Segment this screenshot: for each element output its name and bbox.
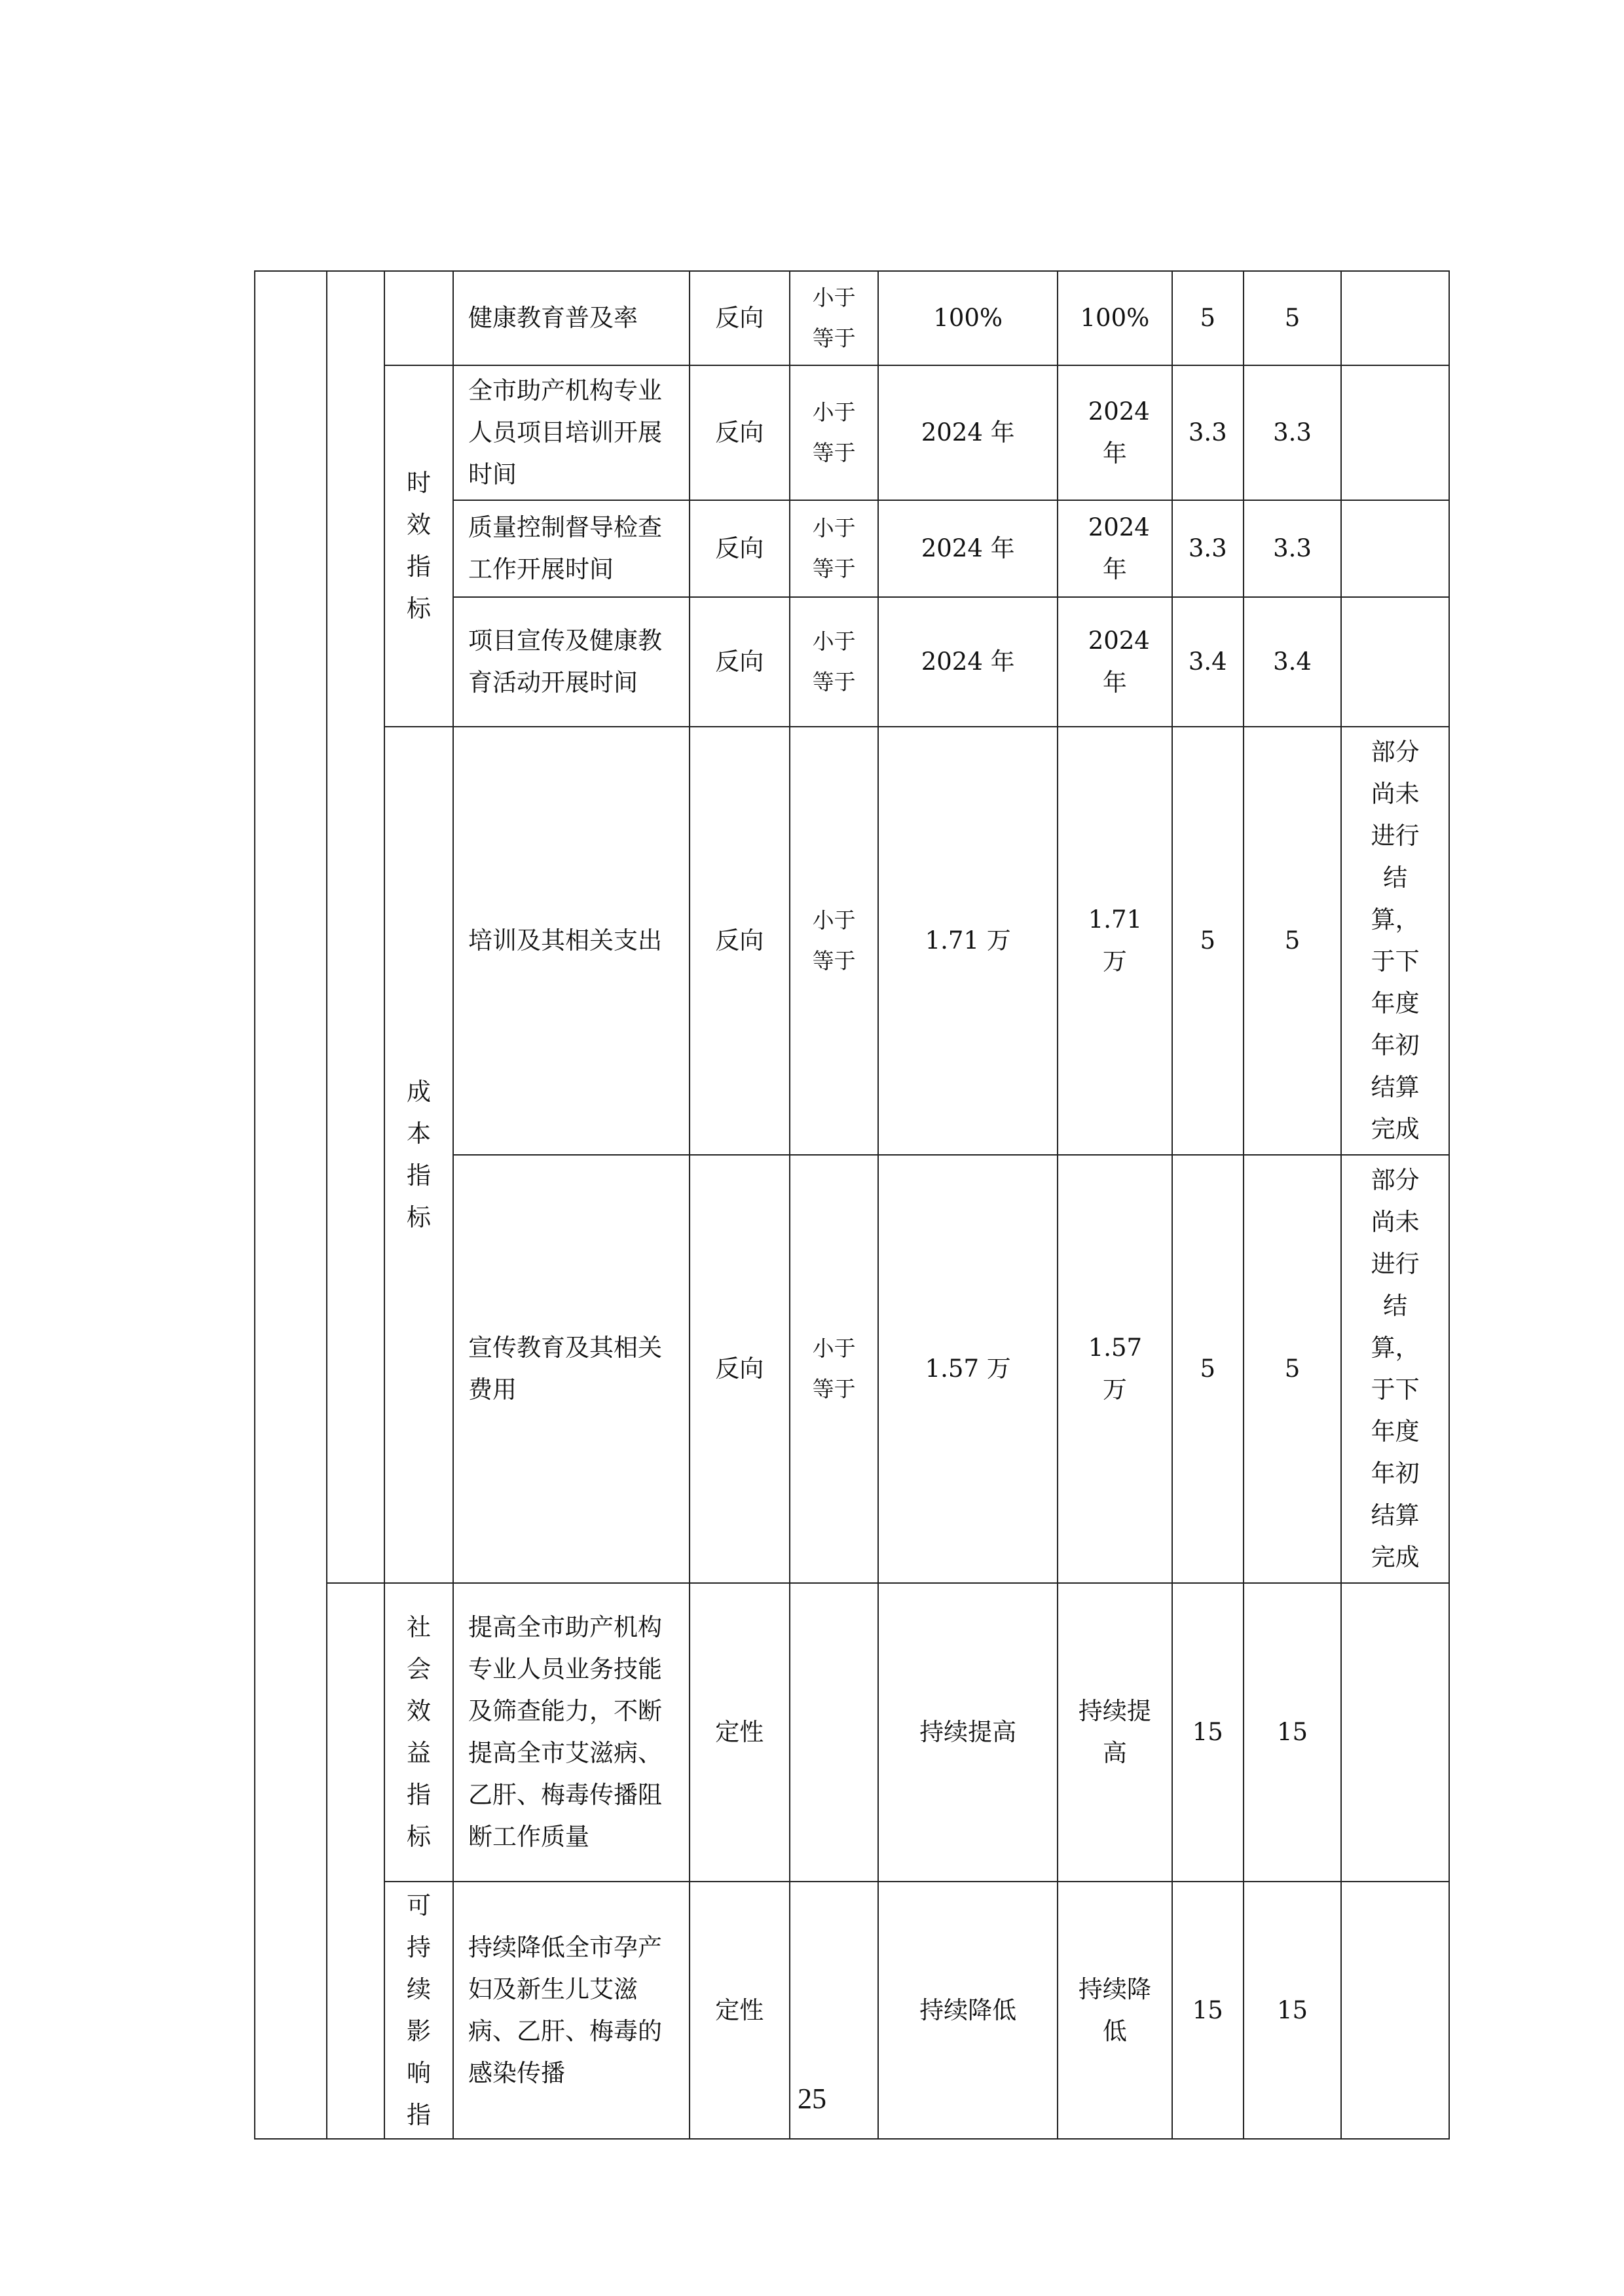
note-cell: [1341, 500, 1449, 597]
indicator-cell: 全市助产机构专业人员项目培训开展时间: [453, 365, 690, 500]
direction-cell: 反向: [690, 500, 790, 597]
level2-cell: [327, 1583, 384, 2139]
target-cell: 持续降低: [878, 1882, 1058, 2139]
actual-cell: 2024 年: [1058, 597, 1172, 727]
weight-cell: 3.4: [1172, 597, 1244, 727]
table-row: [255, 1583, 1449, 1882]
operator-cell: 小于等于: [790, 727, 878, 1155]
level3-cell: [384, 271, 453, 365]
category-cost: 成本指标: [384, 727, 453, 1583]
operator-cell: 小于等于: [790, 271, 878, 365]
performance-indicator-table: [254, 270, 1450, 2140]
target-cell: 1.71 万: [878, 727, 1058, 1155]
score-cell: 15: [1244, 1882, 1341, 2139]
note-cell: [1341, 271, 1449, 365]
score-cell: 15: [1244, 1583, 1341, 1882]
operator-cell: 小于等于: [790, 365, 878, 500]
indicator-cell: 宣传教育及其相关费用: [453, 1155, 690, 1583]
page-number: 25: [798, 2083, 826, 2115]
category-sustainable: 可持续影响指: [384, 1882, 453, 2139]
weight-cell: 3.3: [1172, 500, 1244, 597]
indicator-cell: 项目宣传及健康教育活动开展时间: [453, 597, 690, 727]
weight-cell: 5: [1172, 727, 1244, 1155]
target-cell: 1.57 万: [878, 1155, 1058, 1583]
weight-cell: 15: [1172, 1583, 1244, 1882]
direction-cell: 反向: [690, 727, 790, 1155]
table-row: [255, 271, 1449, 365]
operator-cell: [790, 1583, 878, 1882]
score-cell: 3.3: [1244, 365, 1341, 500]
direction-cell: 定性: [690, 1583, 790, 1882]
score-cell: 3.3: [1244, 500, 1341, 597]
score-cell: 3.4: [1244, 597, 1341, 727]
target-cell: 2024 年: [878, 597, 1058, 727]
indicator-cell: 持续降低全市孕产妇及新生儿艾滋病、乙肝、梅毒的感染传播: [453, 1882, 690, 2139]
note-cell: [1341, 597, 1449, 727]
weight-cell: 15: [1172, 1882, 1244, 2139]
level1-cell: [255, 271, 327, 2139]
actual-cell: 100%: [1058, 271, 1172, 365]
operator-cell: 小于等于: [790, 1155, 878, 1583]
target-cell: 2024 年: [878, 365, 1058, 500]
operator-cell: 小于等于: [790, 597, 878, 727]
weight-cell: 3.3: [1172, 365, 1244, 500]
note-cell: [1341, 365, 1449, 500]
actual-cell: 持续提高: [1058, 1583, 1172, 1882]
weight-cell: 5: [1172, 271, 1244, 365]
target-cell: 2024 年: [878, 500, 1058, 597]
target-cell: 持续提高: [878, 1583, 1058, 1882]
direction-cell: 定性: [690, 1882, 790, 2139]
indicator-cell: 提高全市助产机构专业人员业务技能及筛查能力，不断提高全市艾滋病、乙肝、梅毒传播阻断工作质量: [453, 1583, 690, 1882]
note-cell: 部分尚未进行结算，于下年度年初结算完成: [1341, 1155, 1449, 1583]
target-cell: 100%: [878, 271, 1058, 365]
actual-cell: 2024 年: [1058, 500, 1172, 597]
indicator-cell: 培训及其相关支出: [453, 727, 690, 1155]
direction-cell: 反向: [690, 1155, 790, 1583]
actual-cell: 1.57 万: [1058, 1155, 1172, 1583]
table-row: [255, 727, 1449, 1155]
actual-cell: 1.71 万: [1058, 727, 1172, 1155]
actual-cell: 2024 年: [1058, 365, 1172, 500]
score-cell: 5: [1244, 727, 1341, 1155]
category-timeliness: 时效指标: [384, 365, 453, 727]
score-cell: 5: [1244, 271, 1341, 365]
note-cell: [1341, 1583, 1449, 1882]
operator-cell: 小于等于: [790, 500, 878, 597]
indicator-cell: 健康教育普及率: [453, 271, 690, 365]
score-cell: 5: [1244, 1155, 1341, 1583]
indicator-cell: 质量控制督导检查工作开展时间: [453, 500, 690, 597]
direction-cell: 反向: [690, 597, 790, 727]
table-row: [255, 365, 1449, 500]
weight-cell: 5: [1172, 1155, 1244, 1583]
actual-cell: 持续降低: [1058, 1882, 1172, 2139]
category-social: 社会效益指标: [384, 1583, 453, 1882]
level2-cell: [327, 271, 384, 1583]
direction-cell: 反向: [690, 365, 790, 500]
note-cell: 部分尚未进行结算，于下年度年初结算完成: [1341, 727, 1449, 1155]
direction-cell: 反向: [690, 271, 790, 365]
